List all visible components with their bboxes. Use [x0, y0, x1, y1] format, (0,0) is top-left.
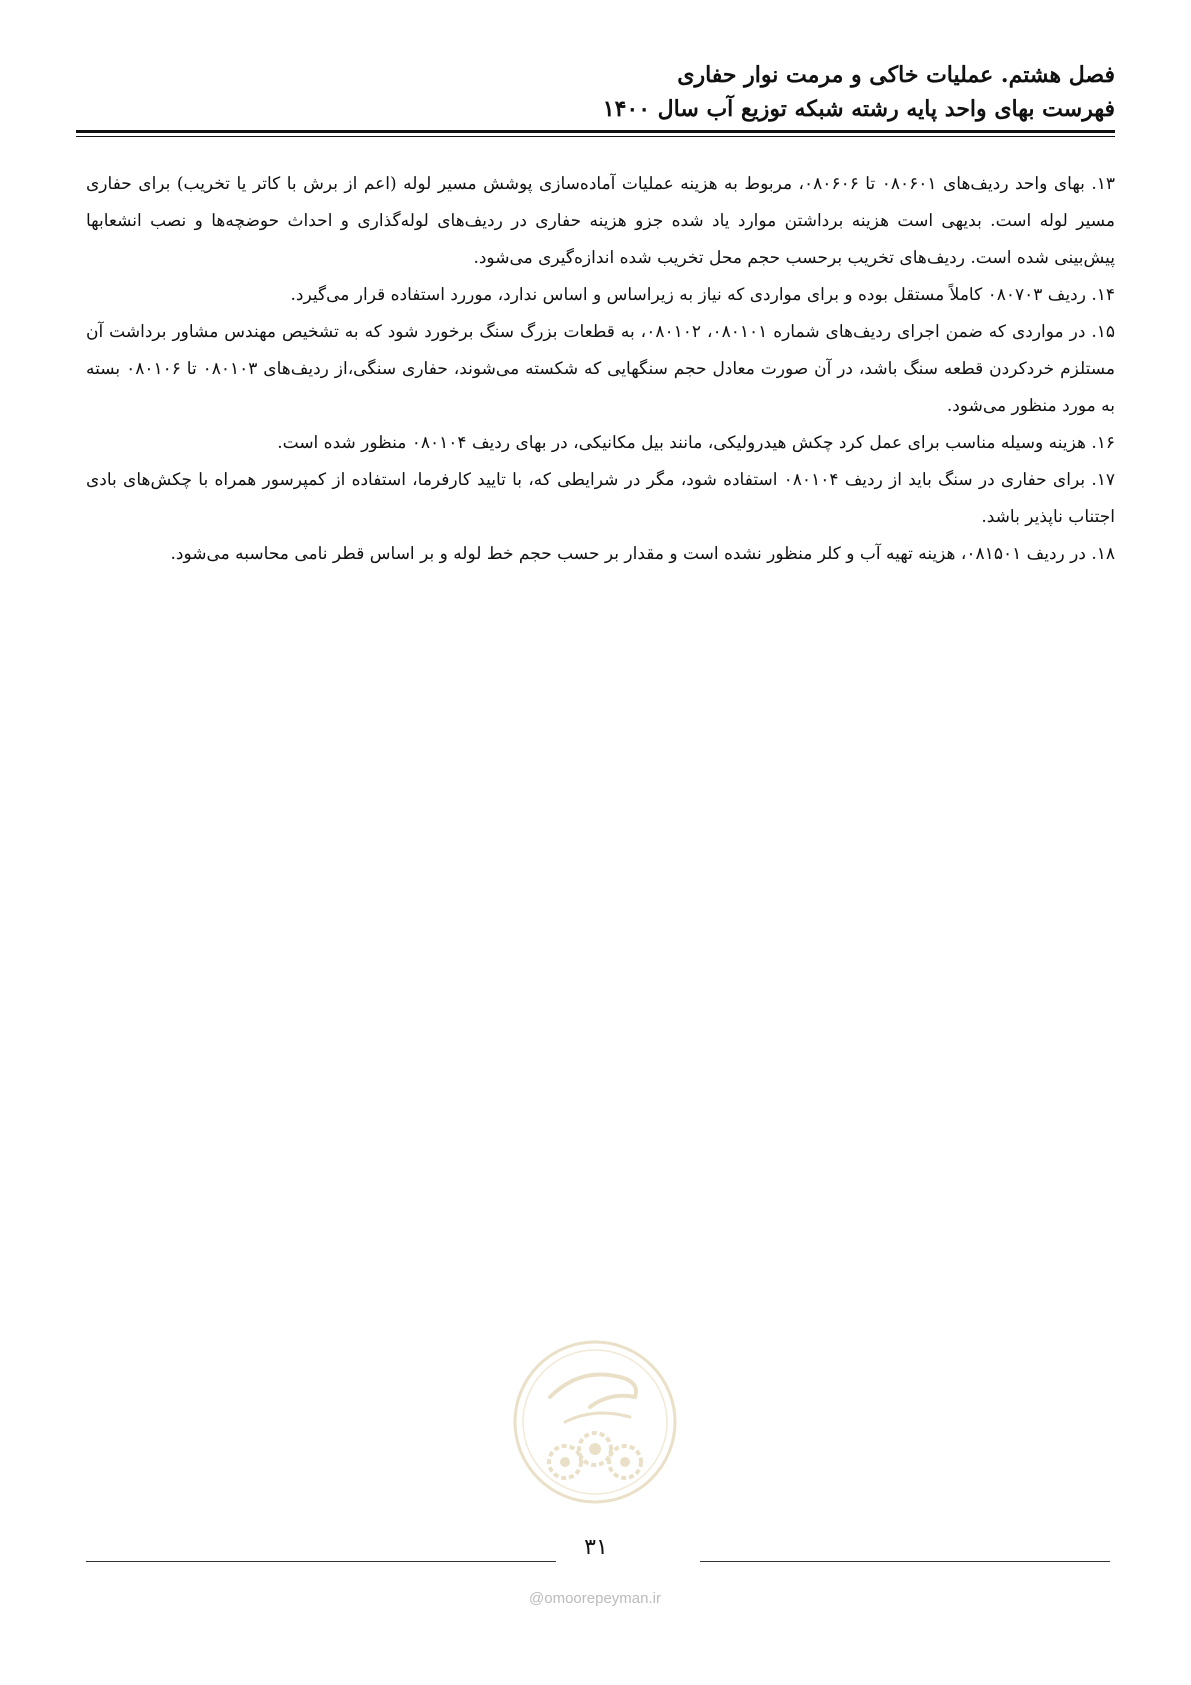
body-text: [86, 166, 1115, 573]
chapter-title: فصل هشتم. عملیات خاکی و مرمت نوار حفاری: [677, 62, 1115, 88]
page-number: ۳۱: [584, 1535, 608, 1560]
header-rule-thin: [76, 136, 1115, 137]
site-watermark: @omoorepeyman.ir: [529, 1590, 661, 1607]
paragraph-14: ۱۴. ردیف ۰۸۰۷۰۳ کاملاً مستقل بوده و برای مواردی که نیاز به زیراساس و اساس ندارد، موررد استفاده قرار می‌گیرد.: [290, 285, 1115, 305]
paragraph-15: ۱۵. در مواردی که ضمن اجرای ردیف‌های شماره ۰۸۰۱۰۱، ۰۸۰۱۰۲، به قطعات بزرگ سنگ برخورد شود که به تشخیص مهندس مشاور برداشت آن مستلزم خردکردن قطعه سنگ باشد، در آن صورت معادل حجم سنگهایی که شکسته می‌شوند، حفاری سنگی،از ردیف‌های ۰۸۰۱۰۳ تا ۰۸۰۱۰۶ بسته به مورد منظور می‌شود.: [86, 322, 1116, 416]
footer-rule-right: [700, 1561, 1110, 1562]
watermark-logo: [510, 1337, 680, 1507]
document-title: فهرست بهای واحد پایه رشته شبکه توزیع آب سال ۱۴۰۰: [602, 96, 1115, 122]
footer-rule-left: [86, 1561, 556, 1562]
paragraph-16: ۱۶. هزینه وسیله مناسب برای عمل کرد چکش هیدرولیکی، مانند بیل مکانیکی، در بهای ردیف ۰۸۰۱۰۴ منظور شده است.: [277, 433, 1115, 453]
paragraph-18: ۱۸. در ردیف ۰۸۱۵۰۱، هزینه تهیه آب و کلر منظور نشده است و مقدار بر حسب حجم خط لوله و بر اساس قطر نامی محاسبه می‌شود.: [170, 544, 1115, 564]
page-header: [76, 58, 1115, 126]
paragraph-17: ۱۷. برای حفاری در سنگ باید از ردیف ۰۸۰۱۰۴ استفاده شود، مگر در شرایطی که، با تایید کارفرما، استفاده از کمپرسور همراه با چکش‌های بادی اجتناب ناپذیر باشد.: [86, 470, 1115, 527]
header-rule-thick: [76, 130, 1115, 133]
paragraph-13: ۱۳. بهای واحد ردیف‌های ۰۸۰۶۰۱ تا ۰۸۰۶۰۶، مربوط به هزینه عملیات آماده‌سازی پوشش مسیر لوله (اعم از برش با کاتر یا تخریب) برای حفاری مسیر لوله است. بدیهی است هزینه برداشتن موارد یاد شده جزو هزینه حفاری در ردیف‌های لوله‌گذاری و احداث حوضچه‌ها و نصب انشعابها پیش‌بینی شده است. ردیف‌های تخریب برحسب حجم محل تخریب شده اندازه‌گیری می‌شود.: [86, 174, 1116, 268]
